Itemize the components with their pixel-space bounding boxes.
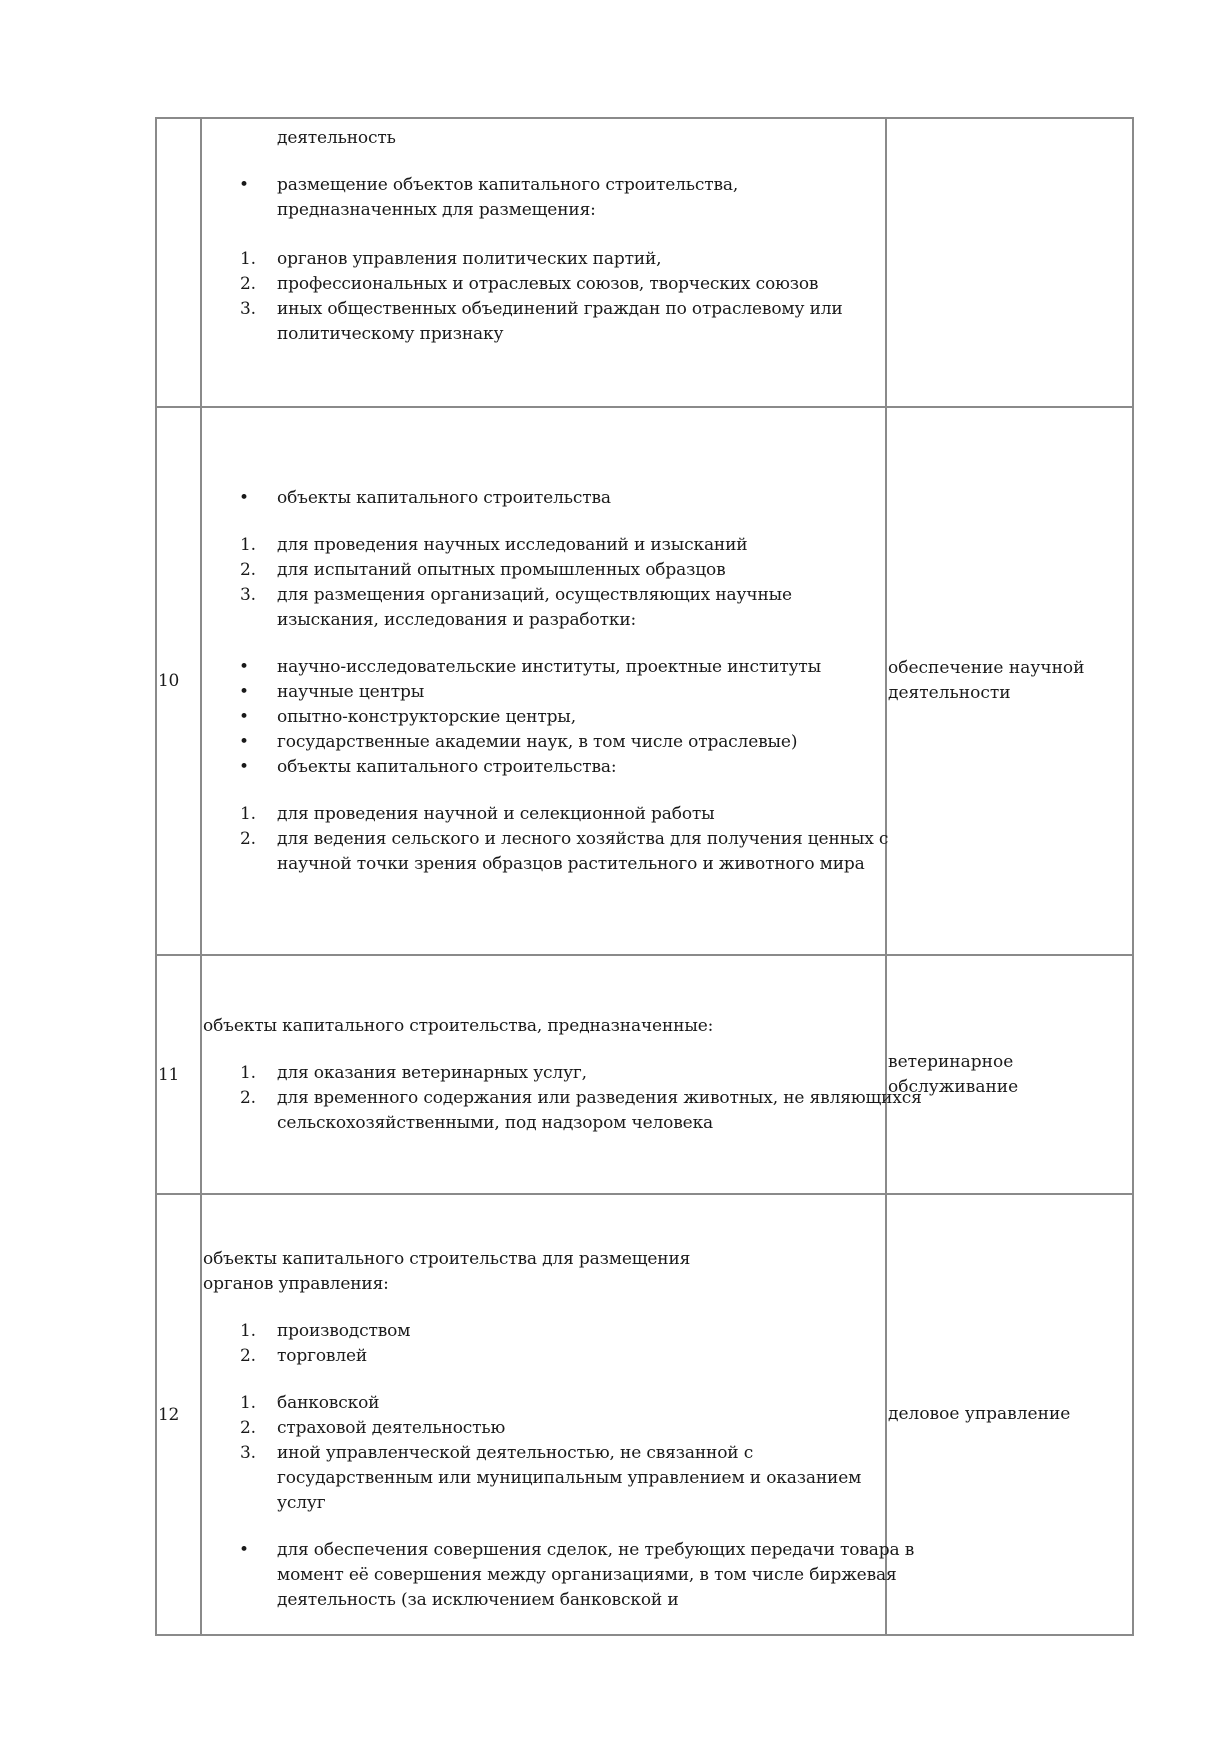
list-item: 1. для проведения научных исследований и изысканий bbox=[240, 534, 748, 555]
bullet-icon: • bbox=[239, 681, 249, 702]
list-item: 2. торговлей bbox=[240, 1346, 368, 1366]
bullet-icon: • bbox=[239, 487, 249, 508]
bullet-item: • объекты капитального строительства: bbox=[202, 755, 885, 780]
bullet-item: • научно-исследовательские институты, проектные институты bbox=[202, 655, 885, 680]
row-type bbox=[887, 119, 1134, 406]
list-item: 1. банковской bbox=[240, 1393, 380, 1413]
bullet-icon: • bbox=[239, 706, 249, 727]
row-type: обеспечение научной деятельности bbox=[887, 408, 1134, 954]
row-number bbox=[157, 119, 202, 406]
list-item-continuation: деятельность bbox=[277, 128, 396, 148]
row-description bbox=[202, 408, 887, 954]
list-item: 2. страховой деятельностью bbox=[240, 1418, 506, 1438]
row-number: 10 bbox=[157, 408, 202, 954]
table-row bbox=[157, 408, 1134, 956]
list-item: 2. профессиональных и отраслевых союзов, творческих союзов bbox=[240, 274, 819, 294]
bullet-item: • размещение объектов капитального строительства, предназначенных для размещения: bbox=[239, 175, 739, 220]
table-row bbox=[157, 119, 1134, 408]
intro-text: объекты капитального строительства для размещения органов управления: bbox=[203, 1249, 691, 1294]
land-use-table bbox=[155, 117, 1134, 1636]
bullet-item: • для обеспечения совершения сделок, не требующих передачи товара в момент её совершения между организациями, в том числе биржевая деятельность (за исключением банковской и bbox=[239, 1540, 915, 1610]
bullet-icon: • bbox=[239, 731, 249, 752]
table-row bbox=[157, 1195, 1134, 1636]
table-row bbox=[157, 956, 1134, 1195]
bullet-icon: • bbox=[239, 756, 249, 777]
list-item: 3. иной управленческой деятельностью, не связанной с государственным или муниципальным управлением и оказанием услуг bbox=[240, 1443, 862, 1513]
list-item: 3. для размещения организаций, осуществляющих научные изыскания, исследования и разработки: bbox=[240, 584, 792, 630]
row-description bbox=[202, 1195, 915, 1634]
bullet-item: • научные центры bbox=[202, 680, 885, 705]
bullet-item: • объекты капитального строительства bbox=[202, 486, 885, 511]
bullet-icon: • bbox=[239, 656, 249, 677]
bullet-icon: • bbox=[239, 175, 249, 195]
intro-text: объекты капитального строительства, предназначенные: bbox=[203, 1015, 714, 1036]
row-type: деловое управление bbox=[887, 1195, 1134, 1634]
list-item: 1. производством bbox=[240, 1321, 411, 1341]
row-description bbox=[202, 119, 887, 406]
list-item: 2. для ведения сельского и лесного хозяйства для получения ценных с научной точки зрения образцов растительного и животного мира bbox=[240, 828, 889, 874]
list-item: 2. для временного содержания или разведения животных, не являющихся сельскохозяйственными, под надзором человека bbox=[240, 1087, 922, 1133]
bullet-icon: • bbox=[239, 1540, 249, 1560]
row-type: ветеринарное обслуживание bbox=[887, 956, 1134, 1193]
bullet-item: • опытно-конструкторские центры, bbox=[202, 705, 885, 730]
bullet-item: • государственные академии наук, в том числе отраслевые) bbox=[202, 730, 885, 755]
list-item: 1. для оказания ветеринарных услуг, bbox=[240, 1062, 587, 1083]
row-number: 11 bbox=[157, 956, 202, 1193]
list-item: 2. для испытаний опытных промышленных образцов bbox=[240, 559, 726, 580]
list-item: 1. для проведения научной и селекционной работы bbox=[240, 803, 715, 824]
list-item: 1. органов управления политических партий, bbox=[240, 249, 662, 269]
row-description bbox=[202, 956, 922, 1193]
row-number: 12 bbox=[157, 1195, 202, 1634]
list-item: 3. иных общественных объединений граждан по отраслевому или политическому признаку bbox=[240, 299, 843, 344]
